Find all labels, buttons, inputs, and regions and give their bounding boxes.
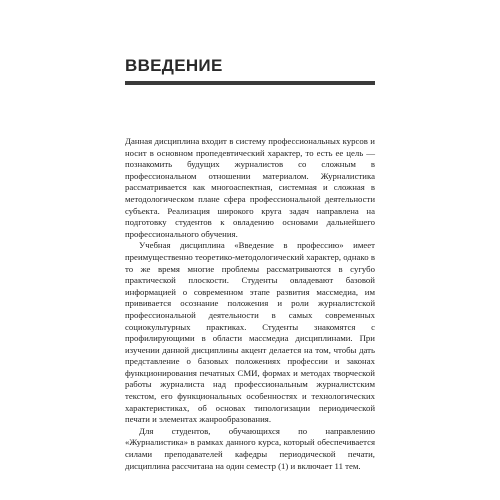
paragraph-1: Данная дисциплина входит в систему профессиональных курсов и носит в основном пропедевтический характер, то есть ее цель — познакомить будущих журналистов со сложным в профессиональном отношении материалом. Журналистика рассматривается как многоаспектная, системная и сложная в методологическом плане сфера профессиональной деятельности субъекта. Реализация широкого круга задач направлена на подготовку студентов к овладению основами дальнейшего профессионального обучения. (125, 136, 375, 239)
paragraph-3: Для студентов, обучающихся по направлению «Журналистика» в рамках данного курса, который обеспечивается силами преподавателей кафедры периодической печати, дисциплина рассчитана на один семестр (1) и включает 11 тем. (125, 425, 375, 471)
chapter-header (125, 56, 375, 85)
chapter-title: ВВЕДЕНИЕ (125, 56, 223, 75)
paragraph-2: Учебная дисциплина «Введение в профессию» имеет преимущественно теоретико-методологический характер, однако в то же время многие проблемы рассматриваются в сугубо практической плоскости. Студенты овладевают базовой информацией о современном этапе развития массмедиа, им прививается осознание положения и роли журналистской профессиональной деятельности в самых современных социокультурных практиках. Студенты знакомятся с профилирующими в области массмедиа дисциплинами. При изучении данной дисциплины акцент делается на том, чтобы дать представление о базовых положениях профессии и законах функционирования печатных СМИ, формах и методах творческой работы журналиста над профессиональным журналистским текстом, его функциональных особенностях и технологических характеристиках, об основах типологизации периодической печати и элементах жанрообразования. (125, 240, 375, 425)
body-text (125, 136, 375, 472)
chapter-title-rule (125, 81, 375, 85)
